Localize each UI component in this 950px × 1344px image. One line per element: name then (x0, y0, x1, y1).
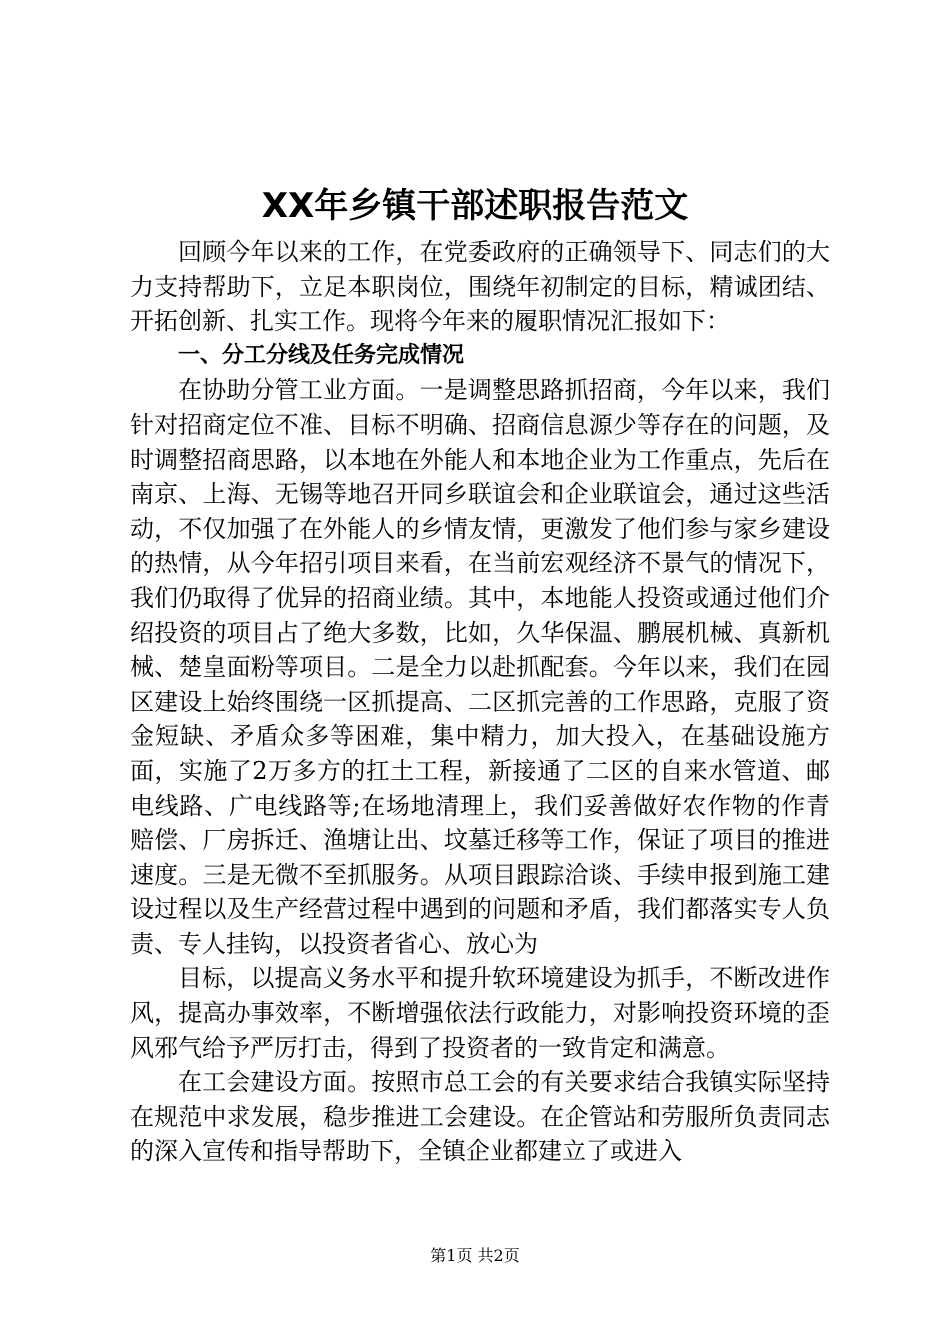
document-title: XX年乡镇干部述职报告范文 (261, 186, 689, 226)
section-heading: 一、分工分线及任务完成情况 (178, 342, 465, 368)
union-paragraph: 在工会建设方面。按照市总工会的有关要求结合我镇实际坚持在规范中求发展，稳步推进工会建设。在企管站和劳服所负责同志的深入宣传和指导帮助下，全镇企业都建立了或进入 (130, 1068, 830, 1166)
document-body (130, 235, 830, 1169)
intro-paragraph: 回顾今年以来的工作，在党委政府的正确领导下、同志们的大力支持帮助下，立足本职岗位，围绕年初制定的目标，精诚团结、开拓创新、扎实工作。现将今年来的履职情况汇报如下： (130, 238, 830, 336)
page-number: 第1页 共2页 (430, 1246, 520, 1265)
goal-paragraph: 目标，以提高义务水平和提升软环境建设为抓手，不断改进作风，提高办事效率，不断增强依法行政能力，对影响投资环境的歪风邪气给予严厉打击，得到了投资者的一致肯定和满意。 (130, 964, 830, 1062)
industry-paragraph: 在协助分管工业方面。一是调整思路抓招商，今年以来，我们针对招商定位不准、目标不明确、招商信息源少等存在的问题，及时调整招商思路，以本地在外能人和本地企业为工作重点，先后在南京、上海、无锡等地召开同乡联谊会和企业联谊会，通过这些活动，不仅加强了在外能人的乡情友情，更激发了他们参与家乡建设的热情，从今年招引项目来看，在当前宏观经济不景气的情况下，我们仍取得了优异的招商业绩。其中，本地能人投资或通过他们介绍投资的项目占了绝大多数，比如，久华保温、鹏展机械、真新机械、楚皇面粉等项目。二是全力以赴抓配套。今年以来，我们在园区建设上始终围绕一区抓提高、二区抓完善的工作思路，克服了资金短缺、矛盾众多等困难，集中精力，加大投入，在基础设施方面，实施了2万多方的扛土工程，新接通了二区的自来水管道、邮电线路、广电线路等;在场地清理上，我们妥善做好农作物的作青赔偿、厂房拆迁、渔塘让出、坟墓迁移等工作，保证了项目的推进速度。三是无微不至抓服务。从项目跟踪洽谈、手续申报到施工建设过程以及生产经营过程中遇到的问题和矛盾，我们都落实专人负责、专人挂钩，以投资者省心、放心为 (130, 376, 830, 958)
